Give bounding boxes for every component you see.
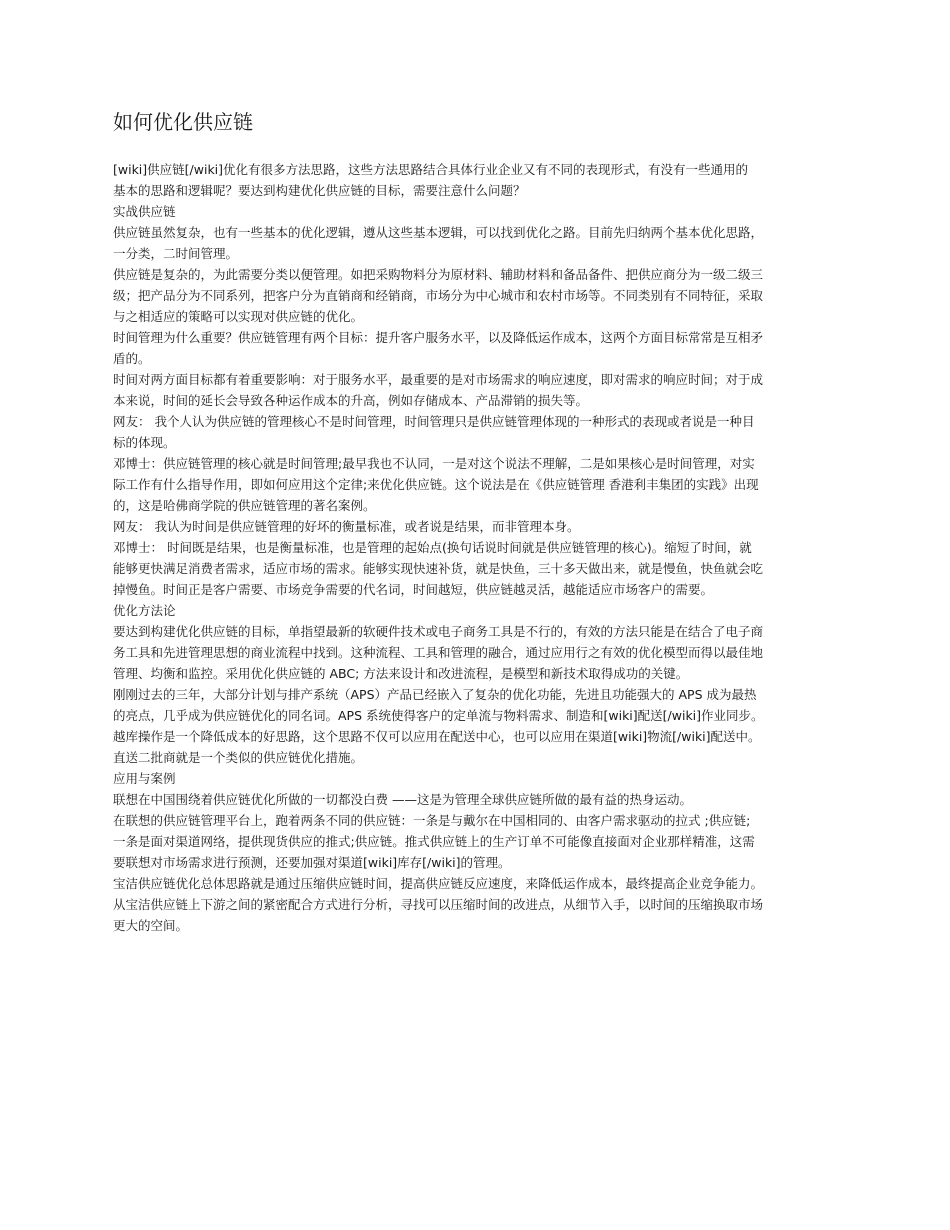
body-line: 联想在中国围绕着供应链优化所做的一切都没白费 ——这是为管理全球供应链所做的最有益的热身运动。 xyxy=(113,792,692,807)
body-line: 宝洁供应链优化总体思路就是通过压缩供应链时间，提高供应链反应速度，来降低运作成本，最终提高企业竞争能力。 xyxy=(113,876,764,891)
body-line: 要达到构建优化供应链的目标，单指望最新的软硬件技术或电子商务工具是不行的，有效的方法只能是在结合了电子商 xyxy=(113,624,764,639)
body-line: 务工具和先进管理思想的商业流程中找到。这种流程、工具和管理的融合，通过应用行之有效的优化模型而得以最佳地 xyxy=(113,645,764,660)
body-line: 邓博士： 时间既是结果，也是衡量标准，也是管理的起始点(换句话说时间就是供应链管理的核心)。缩短了时间，就 xyxy=(113,540,752,555)
body-line: 要联想对市场需求进行预测，还要加强对渠道[wiki]库存[/wiki]的管理。 xyxy=(113,855,511,870)
body-line: 时间对两方面目标都有着重要影响：对于服务水平，最重要的是对市场需求的响应速度，即对需求的响应时间；对于成 xyxy=(113,372,764,387)
body-line: 掉慢鱼。时间正是客户需要、市场竞争需要的代名词，时间越短，供应链越灵活，越能适应市场客户的需要。 xyxy=(113,582,714,597)
document-body xyxy=(113,159,853,936)
body-line: 与之相适应的策略可以实现对供应链的优化。 xyxy=(113,309,364,324)
body-line: 盾的。 xyxy=(113,351,151,366)
body-line: 能够更快满足消费者需求，适应市场的需求。能够实现快速补货，就是快鱼，三十多天做出来，就是慢鱼，快鱼就会吃 xyxy=(113,561,764,576)
body-line: 网友： 我个人认为供应链的管理核心不是时间管理，时间管理只是供应链管理体现的一种形式的表现或者说是一种目 xyxy=(113,414,755,429)
body-line: 网友： 我认为时间是供应链管理的好坏的衡量标准，或者说是结果，而非管理本身。 xyxy=(113,519,580,534)
body-line: 一分类，二时间管理。 xyxy=(113,246,239,261)
body-line: 邓博士：供应链管理的核心就是时间管理;最早我也不认同，一是对这个说法不理解，二是如果核心是时间管理，对实 xyxy=(113,456,755,471)
body-line: 际工作有什么指导作用，即如何应用这个定律;来优化供应链。这个说法是在《供应链管理 香港利丰集团的实践》出现 xyxy=(113,477,759,492)
body-line: 在联想的供应链管理平台上，跑着两条不同的供应链：一条是与戴尔在中国相同的、由客户需求驱动的拉式 ;供应链; xyxy=(113,813,751,828)
body-line: 的，这是哈佛商学院的供应链管理的著名案例。 xyxy=(113,498,376,513)
body-line: 刚刚过去的三年，大部分计划与排产系统（APS）产品已经嵌入了复杂的优化功能，先进且功能强大的 APS 成为最热 xyxy=(113,687,757,702)
body-line: 本来说，时间的延长会导致各种运作成本的升高，例如存储成本、产品滞销的损失等。 xyxy=(113,393,589,408)
body-line: 优化方法论 xyxy=(113,603,176,618)
body-line: 管理、均衡和监控。采用优化供应链的 ABC; 方法来设计和改进流程，是模型和新技术取得成功的关键。 xyxy=(113,666,689,681)
body-line: 供应链虽然复杂，也有一些基本的优化逻辑，遵从这些基本逻辑，可以找到优化之路。目前先归纳两个基本优化思路， xyxy=(113,225,764,240)
body-line: 直送二批商就是一个类似的供应链优化措施。 xyxy=(113,750,364,765)
body-line: 一条是面对渠道网络，提供现货供应的推式;供应链。推式供应链上的生产订单不可能像直接面对企业那样精准，这需 xyxy=(113,834,755,849)
body-line: 的亮点，几乎成为供应链优化的同名词。APS 系统使得客户的定单流与物料需求、制造和[wiki]配送[/wiki]作业同步。 xyxy=(113,708,764,723)
body-line: 应用与案例 xyxy=(113,771,176,786)
body-line: 更大的空间。 xyxy=(113,918,189,933)
body-line: 供应链是复杂的，为此需要分类以便管理。如把采购物料分为原材料、辅助材料和备品备件、把供应商分为一级二级三 xyxy=(113,267,764,282)
body-line: 越库操作是一个降低成本的好思路，这个思路不仅可以应用在配送中心，也可以应用在渠道[wiki]物流[/wiki]配送中。 xyxy=(113,729,761,744)
body-line: 实战供应链 xyxy=(113,204,176,219)
body-line: 基本的思路和逻辑呢？要达到构建优化供应链的目标，需要注意什么问题？ xyxy=(113,183,526,198)
body-line: [wiki]供应链[/wiki]优化有很多方法思路，这些方法思路结合具体行业企业又有不同的表现形式，有没有一些通用的 xyxy=(113,162,749,177)
document-title: 如何优化供应链 xyxy=(113,110,253,134)
body-line: 标的体现。 xyxy=(113,435,176,450)
body-line: 时间管理为什么重要？供应链管理有两个目标：提升客户服务水平，以及降低运作成本，这两个方面目标常常是互相矛 xyxy=(113,330,764,345)
body-line: 级；把产品分为不同系列，把客户分为直销商和经销商，市场分为中心城市和农村市场等。不同类别有不同特征，采取 xyxy=(113,288,764,303)
body-line: 从宝洁供应链上下游之间的紧密配合方式进行分析，寻找可以压缩时间的改进点，从细节入手，以时间的压缩换取市场 xyxy=(113,897,764,912)
